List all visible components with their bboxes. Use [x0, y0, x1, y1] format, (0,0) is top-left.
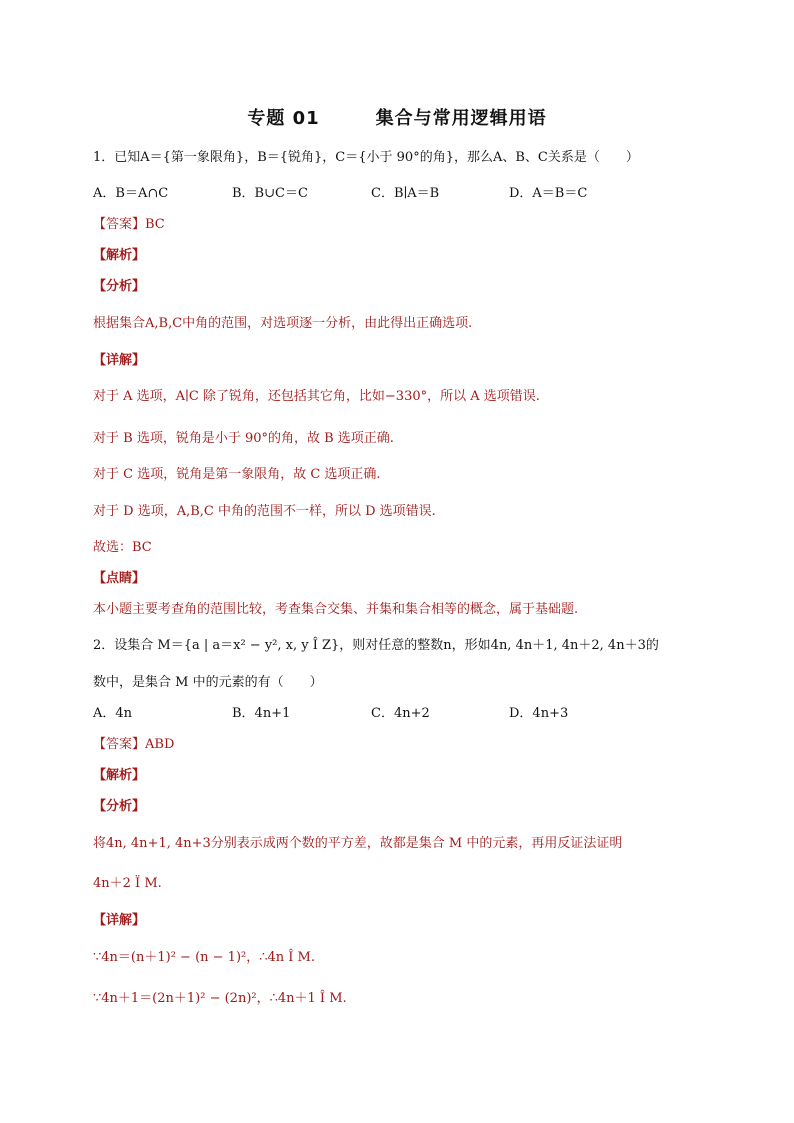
- q2-option-a: A．4n: [93, 706, 133, 721]
- q2-option-b: B．4n+1: [232, 706, 291, 721]
- q2-option-d: D．4n+3: [509, 706, 569, 721]
- q2-detail-2: ∵4n＋1＝(2n＋1)² − (2n)²，∴4n＋1 Î M.: [93, 991, 347, 1006]
- q1-detail-b: 对于 B 选项，锐角是小于 90°的角，故 B 选项正确.: [93, 431, 394, 446]
- page-title: [0, 104, 794, 130]
- q1-dianjing-text: 本小题主要考查角的范围比较，考查集合交集、并集和集合相等的概念，属于基础题.: [93, 602, 579, 617]
- q1-option-d: D．A＝B＝C: [509, 186, 588, 201]
- q2-xiangjie-heading: 【详解】: [93, 913, 146, 928]
- q2-stem-line2: 数中，是集合 M 中的元素的有（ ）: [93, 675, 323, 690]
- q2-option-c: C．4n+2: [371, 706, 430, 721]
- q1-choice: 故选：BC: [93, 540, 152, 555]
- q1-fenxi-text: 根据集合A,B,C中角的范围，对选项逐一分析，由此得出正确选项.: [93, 316, 473, 331]
- q2-detail-1: ∵4n＝(n＋1)² − (n − 1)²，∴4n Î M.: [93, 950, 315, 965]
- q2-answer: 【答案】ABD: [93, 737, 175, 752]
- q2-fenxi-text-2: 4n＋2 Ï M.: [93, 876, 162, 891]
- q1-option-a: A．B＝A∩C: [93, 186, 169, 201]
- q1-stem: 1．已知A＝{第一象限角}，B＝{锐角}，C＝{小于 90°的角}，那么A、B、C关系是（ ）: [93, 150, 639, 165]
- q1-option-c: C．B∣A＝B: [371, 186, 440, 201]
- q1-option-b: B．B∪C＝C: [232, 186, 308, 201]
- q2-fenxi-heading: 【分析】: [93, 799, 146, 814]
- q2-stem-line1: 2．设集合 M＝{a | a＝x² − y², x, y Î Z}，则对任意的整数n，形如4n, 4n＋1, 4n＋2, 4n＋3的: [93, 638, 659, 653]
- q1-jiexi-heading: 【解析】: [93, 248, 146, 263]
- q1-detail-a: 对于 A 选项，A∣C 除了锐角，还包括其它角，比如−330°，所以 A 选项错误.: [93, 389, 540, 404]
- q1-xiangjie-heading: 【详解】: [93, 353, 146, 368]
- q2-jiexi-heading: 【解析】: [93, 768, 146, 783]
- q1-detail-d: 对于 D 选项，A,B,C 中角的范围不一样，所以 D 选项错误.: [93, 504, 436, 519]
- title-part-2: 集合与常用逻辑用语: [375, 108, 547, 129]
- q1-dianjing-heading: 【点睛】: [93, 571, 146, 586]
- q1-fenxi-heading: 【分析】: [93, 279, 146, 294]
- q1-answer: 【答案】BC: [93, 217, 165, 232]
- q1-detail-c: 对于 C 选项，锐角是第一象限角，故 C 选项正确.: [93, 467, 381, 482]
- q2-fenxi-text: 将4n, 4n+1, 4n+3分别表示成两个数的平方差，故都是集合 M 中的元素，再用反证法证明: [93, 836, 623, 851]
- title-part-1: 专题 01: [247, 108, 320, 129]
